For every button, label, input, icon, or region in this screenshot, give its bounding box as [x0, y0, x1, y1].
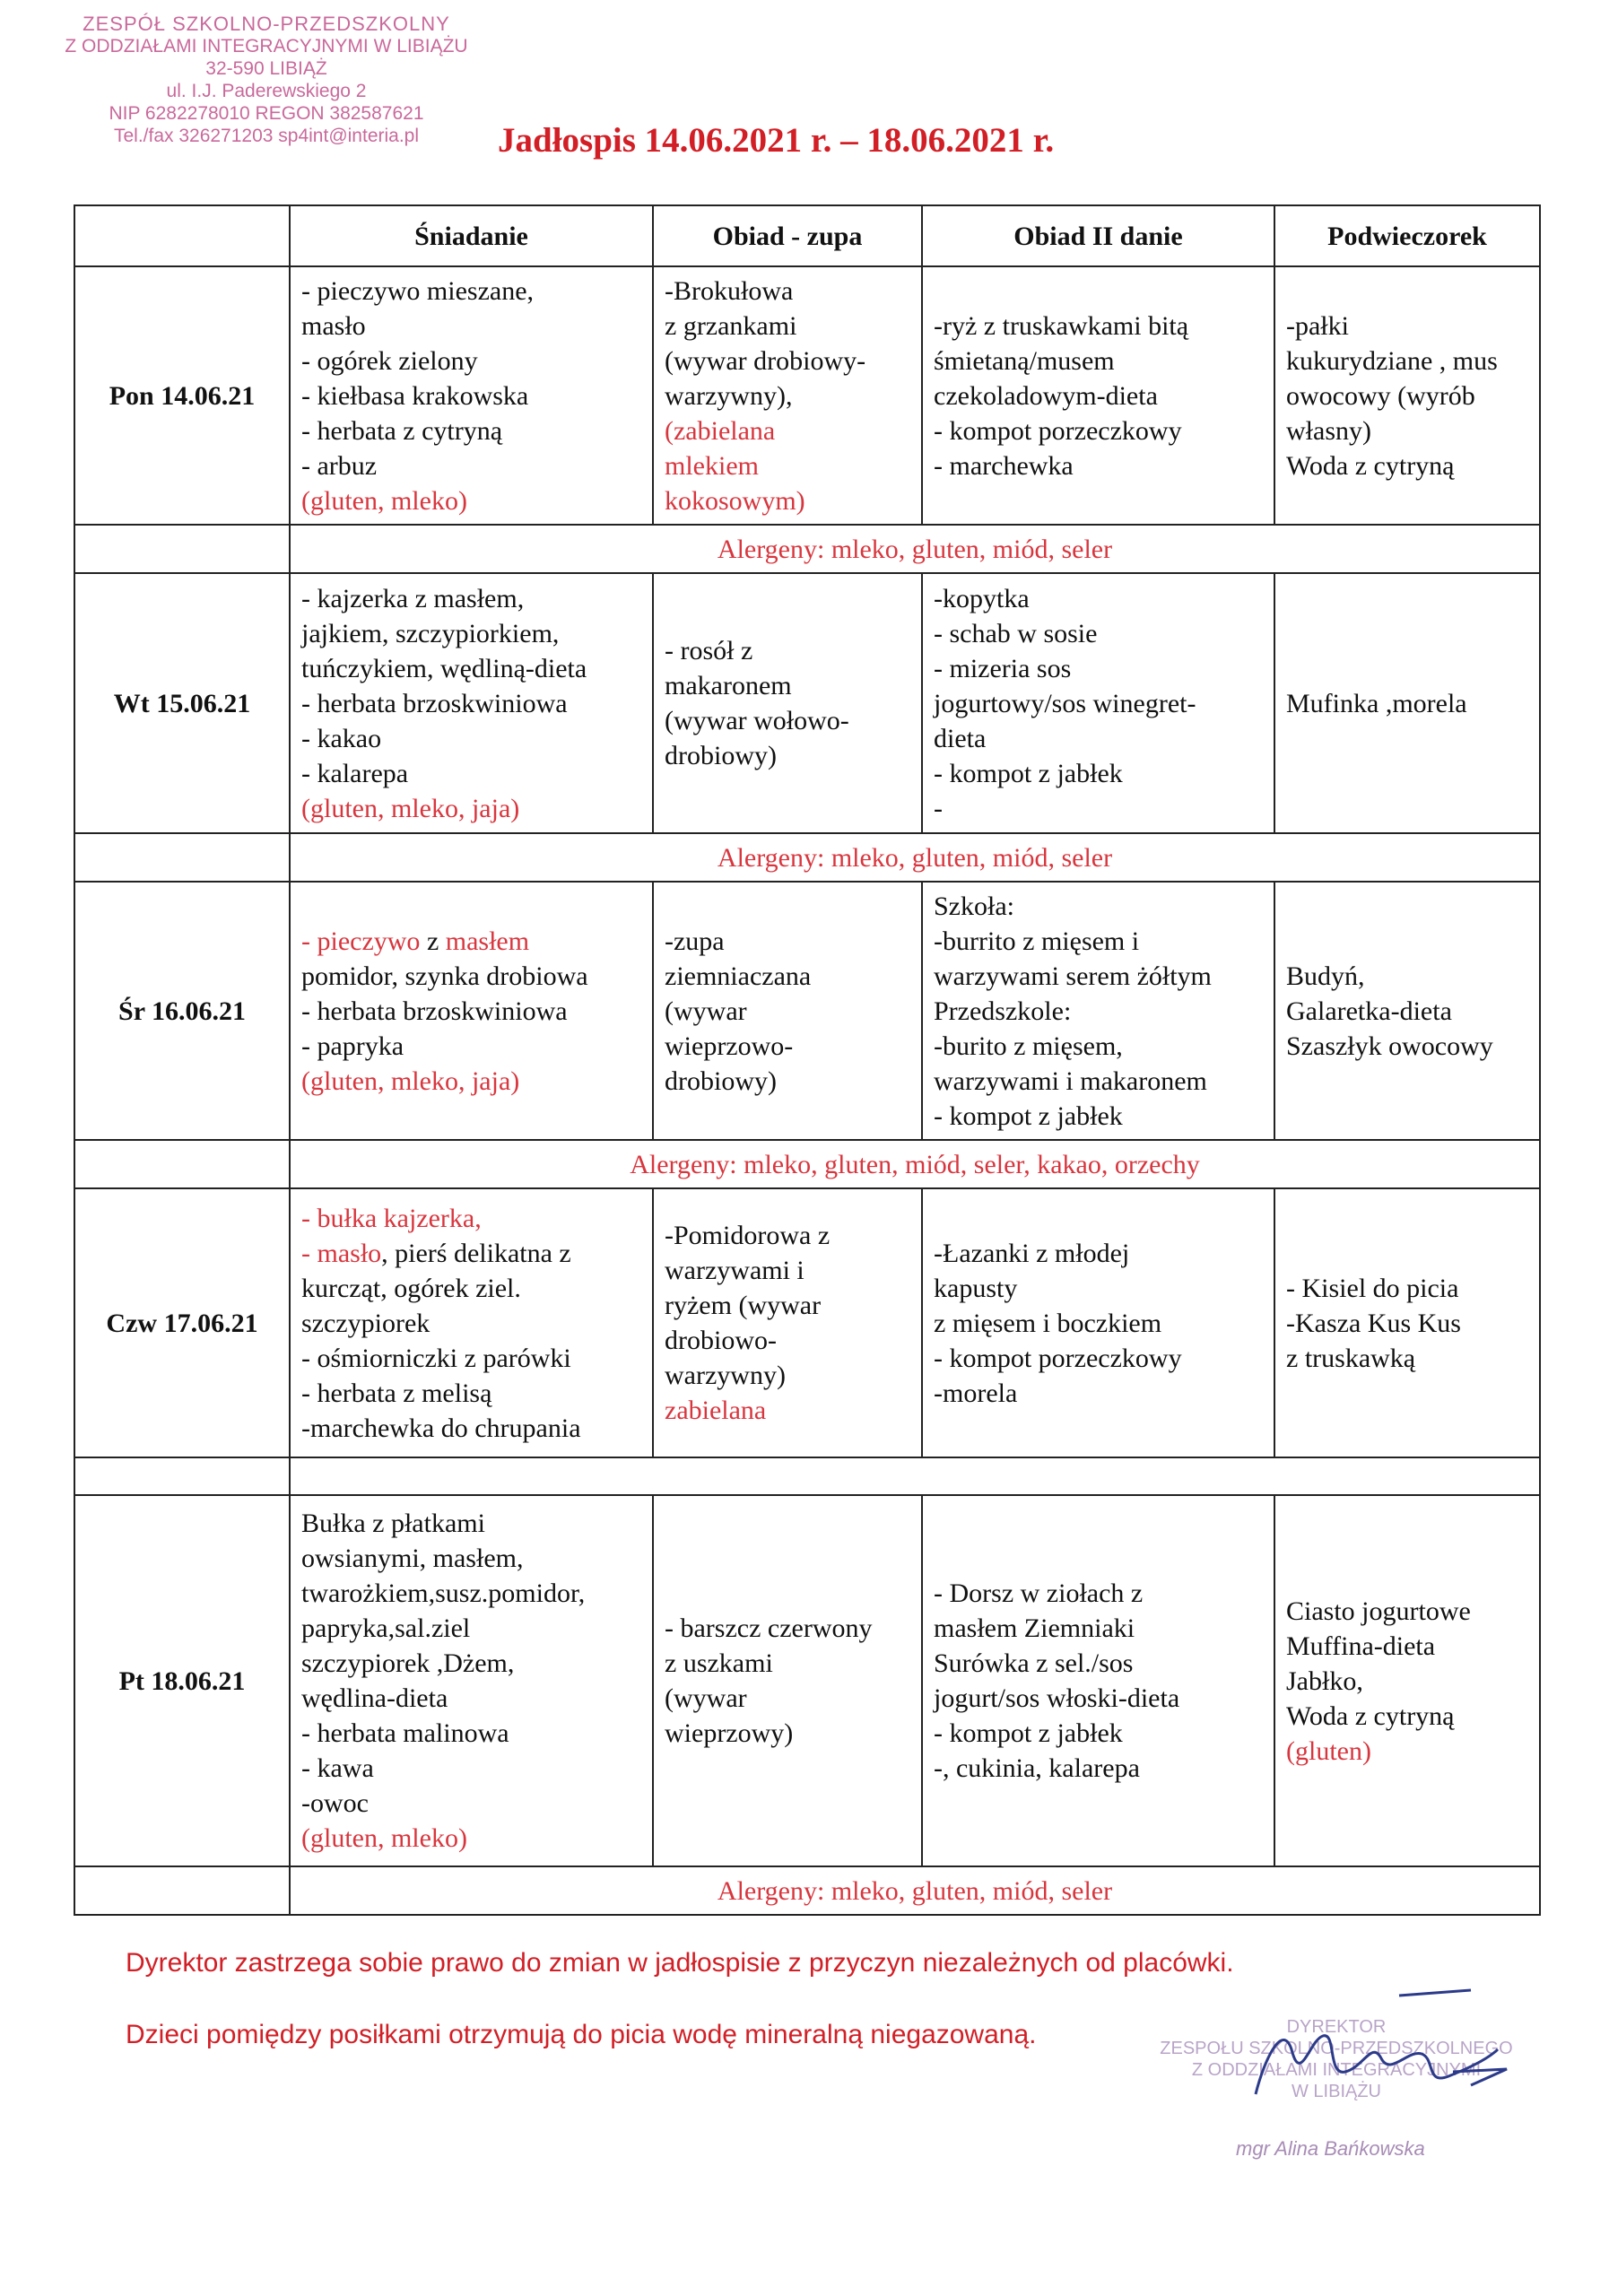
- menu-line: Jabłko,: [1286, 1665, 1363, 1696]
- menu-line: z uszkami: [665, 1648, 773, 1678]
- menu-line: własny): [1286, 415, 1371, 446]
- menu-line: pomidor, szynka drobiowa: [301, 961, 588, 991]
- menu-line: - pieczywo mieszane,: [301, 275, 535, 306]
- menu-line: warzywny),: [665, 380, 793, 411]
- menu-line: Bułka z płatkami: [301, 1509, 485, 1538]
- menu-day-row: [74, 882, 1540, 1140]
- menu-line: - herbata z melisą: [301, 1378, 492, 1408]
- main-course-cell: [922, 1188, 1274, 1457]
- menu-line: (zabielana: [665, 415, 776, 446]
- snack-cell: [1274, 882, 1540, 1140]
- menu-line: Surówka z sel./sos: [934, 1648, 1134, 1678]
- menu-day-row: [74, 1188, 1540, 1457]
- menu-line: - kompot porzeczkowy: [934, 1343, 1182, 1373]
- soup-cell: [653, 1495, 922, 1866]
- menu-line: -morela: [934, 1378, 1018, 1408]
- menu-line: - Kisiel do picia: [1286, 1273, 1459, 1303]
- menu-line: ryżem (wywar: [665, 1291, 822, 1320]
- menu-line: warzywami serem żółtym: [934, 961, 1212, 991]
- stamp-line: ul. I.J. Paderewskiego 2: [166, 81, 367, 101]
- header-main-course: Obiad II danie: [922, 205, 1274, 266]
- menu-line: (wywar wołowo-: [665, 706, 849, 735]
- allergens-text: Alergeny: mleko, gluten, miód, seler: [290, 1866, 1540, 1915]
- menu-line: (gluten): [1286, 1735, 1371, 1766]
- menu-line: z truskawką: [1286, 1343, 1416, 1373]
- director-stamp-line: Z ODDZIAŁAMI INTEGRACYJNYMI: [1191, 2060, 1482, 2080]
- snack-cell: [1274, 1495, 1540, 1866]
- main-course-cell: [922, 1495, 1274, 1866]
- menu-line: - herbata malinowa: [301, 1718, 509, 1748]
- menu-line-part: masłem: [445, 926, 530, 956]
- main-course-cell: [922, 573, 1274, 833]
- menu-line: - mizeria sos: [934, 653, 1072, 683]
- stamp-line: ZESPÓŁ SZKOLNO-PRZEDSZKOLNY: [83, 13, 450, 35]
- breakfast-cell: [290, 573, 653, 833]
- menu-line: - kawa: [301, 1753, 374, 1783]
- menu-line: kapusty: [934, 1273, 1018, 1303]
- menu-line: (gluten, mleko): [301, 1823, 467, 1853]
- day-label: Śr 16.06.21: [74, 882, 290, 1140]
- header-breakfast: Śniadanie: [290, 205, 653, 266]
- menu-line: -burrito z mięsem i: [934, 926, 1140, 956]
- menu-line: - kompot z jabłek: [934, 1718, 1123, 1748]
- allergen-row-spacer: [74, 833, 290, 882]
- breakfast-cell: [290, 1495, 653, 1866]
- menu-line: (wywar: [665, 1683, 747, 1713]
- menu-line: drobiowy): [665, 741, 777, 770]
- menu-line: kukurydziane , mus: [1286, 345, 1498, 376]
- menu-line: - kiełbasa krakowska: [301, 380, 529, 411]
- menu-day-row: [74, 573, 1540, 833]
- allergens-text: Alergeny: mleko, gluten, miód, seler, kakao, orzechy: [290, 1140, 1540, 1188]
- menu-line: - bułka kajzerka,: [301, 1203, 482, 1233]
- menu-line: Szkoła:: [934, 891, 1014, 921]
- menu-line: warzywny): [665, 1361, 786, 1390]
- menu-line: wieprzowy): [665, 1718, 794, 1748]
- menu-line: kurcząt, ogórek ziel.: [301, 1273, 521, 1303]
- menu-line: -Łazanki z młodej: [934, 1238, 1130, 1268]
- allergen-row-spacer: [74, 1457, 290, 1495]
- day-label: Pt 18.06.21: [74, 1495, 290, 1866]
- menu-line: (gluten, mleko, jaja): [301, 1065, 520, 1096]
- allergen-row: [74, 1866, 1540, 1915]
- note-menu-changes: Dyrektor zastrzega sobie prawo do zmian w jadłospisie z przyczyn niezależnych od placówki.: [126, 1948, 1234, 1978]
- header-day: [74, 205, 290, 266]
- snack-cell: [1274, 573, 1540, 833]
- stamp-line: Tel./fax 326271203 sp4int@interia.pl: [113, 126, 420, 146]
- menu-line: szczypiorek ,Dżem,: [301, 1648, 515, 1678]
- allergens-text: Alergeny: mleko, gluten, miód, seler: [290, 525, 1540, 573]
- menu-line: papryka,sal.ziel: [301, 1613, 471, 1643]
- menu-line: z mięsem i boczkiem: [934, 1308, 1162, 1338]
- allergen-row: [74, 525, 1540, 573]
- menu-line: drobiowo-: [665, 1326, 777, 1355]
- menu-line: -zupa: [665, 926, 725, 956]
- menu-line: (gluten, mleko): [301, 485, 467, 516]
- menu-line: -pałki: [1286, 310, 1349, 341]
- handwritten-signature: [1202, 1987, 1525, 2130]
- allergens-text: Alergeny: mleko, gluten, miód, seler: [290, 833, 1540, 882]
- menu-line: - kalarepa: [301, 758, 409, 788]
- menu-line: - kompot z jabłek: [934, 758, 1123, 788]
- menu-day-row: [74, 1495, 1540, 1866]
- menu-line: - arbuz: [301, 450, 378, 481]
- header-soup: Obiad - zupa: [653, 205, 922, 266]
- director-stamp-line: ZESPOŁU SZKOLNO-PRZEDSZKOLNEGO: [1160, 2039, 1513, 2058]
- menu-line: kokosowym): [665, 485, 805, 516]
- menu-line: (gluten, mleko, jaja): [301, 793, 520, 823]
- menu-line: Woda z cytryną: [1286, 1700, 1455, 1731]
- soup-cell: [653, 1188, 922, 1457]
- menu-table: [74, 204, 1541, 1916]
- menu-line: - rosół z: [665, 636, 753, 665]
- allergen-row-spacer: [74, 1140, 290, 1188]
- menu-line: -, cukinia, kalarepa: [934, 1753, 1140, 1783]
- menu-line: tuńczykiem, wędliną-dieta: [301, 653, 587, 683]
- menu-line: - herbata brzoskwiniowa: [301, 996, 568, 1026]
- menu-line: [301, 1236, 641, 1271]
- menu-line: -Pomidorowa z: [665, 1221, 831, 1250]
- header-snack: Podwieczorek: [1274, 205, 1540, 266]
- menu-line: -owoc: [301, 1788, 369, 1818]
- school-stamp: [56, 13, 477, 147]
- menu-line: -marchewka do chrupania: [301, 1413, 581, 1443]
- allergen-row-spacer: [74, 525, 290, 573]
- menu-line: makaronem: [665, 671, 792, 700]
- menu-line: Woda z cytryną: [1286, 450, 1455, 481]
- menu-line: masłem Ziemniaki: [934, 1613, 1135, 1643]
- menu-line-part: - masło: [301, 1238, 382, 1268]
- menu-day-row: [74, 266, 1540, 525]
- menu-line: drobiowy): [665, 1065, 777, 1096]
- menu-line-part: z: [420, 926, 446, 956]
- menu-line: jajkiem, szczypiorkiem,: [301, 618, 560, 648]
- menu-line: jogurt/sos włoski-dieta: [934, 1683, 1180, 1713]
- menu-line: twarożkiem,susz.pomidor,: [301, 1578, 586, 1608]
- page-title: Jadłospis 14.06.2021 r. – 18.06.2021 r.: [498, 121, 1055, 160]
- menu-line: - herbata z cytryną: [301, 415, 503, 446]
- soup-cell: [653, 882, 922, 1140]
- menu-line: szczypiorek: [301, 1308, 431, 1338]
- soup-cell: [653, 573, 922, 833]
- breakfast-cell: [290, 266, 653, 525]
- menu-line: czekoladowym-dieta: [934, 380, 1158, 411]
- menu-line-part: - pieczywo: [301, 926, 421, 956]
- menu-line: owsianymi, masłem,: [301, 1544, 524, 1573]
- snack-cell: [1274, 266, 1540, 525]
- day-label: Czw 17.06.21: [74, 1188, 290, 1457]
- menu-line: owocowy (wyrób: [1286, 380, 1475, 411]
- breakfast-cell: [290, 1188, 653, 1457]
- menu-line: wieprzowo-: [665, 1031, 794, 1061]
- menu-line: z grzankami: [665, 310, 797, 341]
- menu-line: - Dorsz w ziołach z: [934, 1578, 1144, 1608]
- breakfast-cell: [290, 882, 653, 1140]
- header-row: [74, 205, 1540, 266]
- menu-line: Szaszłyk owocowy: [1286, 1031, 1493, 1061]
- menu-line: (wywar drobiowy-: [665, 345, 866, 376]
- stamp-line: Z ODDZIAŁAMI INTEGRACYJNYMI W LIBIĄŻU: [65, 36, 468, 57]
- menu-line: warzywami i: [665, 1256, 804, 1285]
- menu-line: - kompot porzeczkowy: [934, 415, 1182, 446]
- allergen-row: [74, 1457, 1540, 1495]
- menu-line: - kakao: [301, 723, 382, 753]
- menu-line: -kopytka: [934, 583, 1030, 613]
- menu-line: - barszcz czerwony: [665, 1613, 873, 1643]
- allergen-row: [74, 833, 1540, 882]
- menu-line: -burito z mięsem,: [934, 1031, 1123, 1061]
- menu-line: - kompot z jabłek: [934, 1100, 1123, 1131]
- day-label: Wt 15.06.21: [74, 573, 290, 833]
- menu-line: masło: [301, 310, 366, 341]
- day-label: Pon 14.06.21: [74, 266, 290, 525]
- director-name: mgr Alina Bańkowska: [1236, 2137, 1425, 2160]
- menu-line: -: [934, 793, 943, 823]
- menu-line: - marchewka: [934, 450, 1074, 481]
- main-course-cell: [922, 882, 1274, 1140]
- menu-line: Ciasto jogurtowe: [1286, 1596, 1471, 1626]
- director-stamp-line: W LIBIĄŻU: [1291, 2082, 1381, 2101]
- menu-line: (wywar: [665, 996, 747, 1026]
- snack-cell: [1274, 1188, 1540, 1457]
- menu-line: zabielana: [665, 1396, 767, 1425]
- menu-line: Mufinka ,morela: [1286, 688, 1467, 718]
- menu-line: mlekiem: [665, 450, 759, 481]
- menu-line: Budyń,: [1286, 961, 1365, 991]
- menu-line: ziemniaczana: [665, 961, 812, 991]
- note-water: Dzieci pomiędzy posiłkami otrzymują do picia wodę mineralną niegazowaną.: [126, 2020, 1037, 2049]
- menu-line: śmietaną/musem: [934, 345, 1115, 376]
- menu-line: - ośmiorniczki z parówki: [301, 1343, 571, 1373]
- menu-line: warzywami i makaronem: [934, 1065, 1207, 1096]
- menu-line: - herbata brzoskwiniowa: [301, 688, 568, 718]
- stamp-line: 32-590 LIBIĄŻ: [205, 58, 327, 79]
- allergen-row-spacer: [74, 1866, 290, 1915]
- menu-line: -Brokułowa: [665, 275, 794, 306]
- allergens-text: [290, 1457, 1540, 1495]
- stamp-line: NIP 6282278010 REGON 382587621: [109, 103, 424, 124]
- menu-line: - kajzerka z masłem,: [301, 583, 525, 613]
- menu-line: - schab w sosie: [934, 618, 1098, 648]
- menu-line: Galaretka-dieta: [1286, 996, 1452, 1026]
- menu-body: [74, 266, 1540, 1915]
- menu-line: wędlina-dieta: [301, 1683, 448, 1713]
- soup-cell: [653, 266, 922, 525]
- menu-line: jogurtowy/sos winegret-: [934, 688, 1196, 718]
- menu-line: - ogórek zielony: [301, 345, 478, 376]
- menu-line: Przedszkole:: [934, 996, 1072, 1026]
- menu-line: -ryż z truskawkami bitą: [934, 310, 1189, 341]
- menu-line: -Kasza Kus Kus: [1286, 1308, 1461, 1338]
- menu-line: dieta: [934, 723, 987, 753]
- menu-line: - papryka: [301, 1031, 404, 1061]
- menu-line: [301, 924, 641, 959]
- menu-line-part: , pierś delikatna z: [381, 1238, 571, 1268]
- director-stamp-line: DYREKTOR: [1286, 2017, 1387, 2037]
- menu-line: Muffina-dieta: [1286, 1631, 1436, 1661]
- main-course-cell: [922, 266, 1274, 525]
- allergen-row: [74, 1140, 1540, 1188]
